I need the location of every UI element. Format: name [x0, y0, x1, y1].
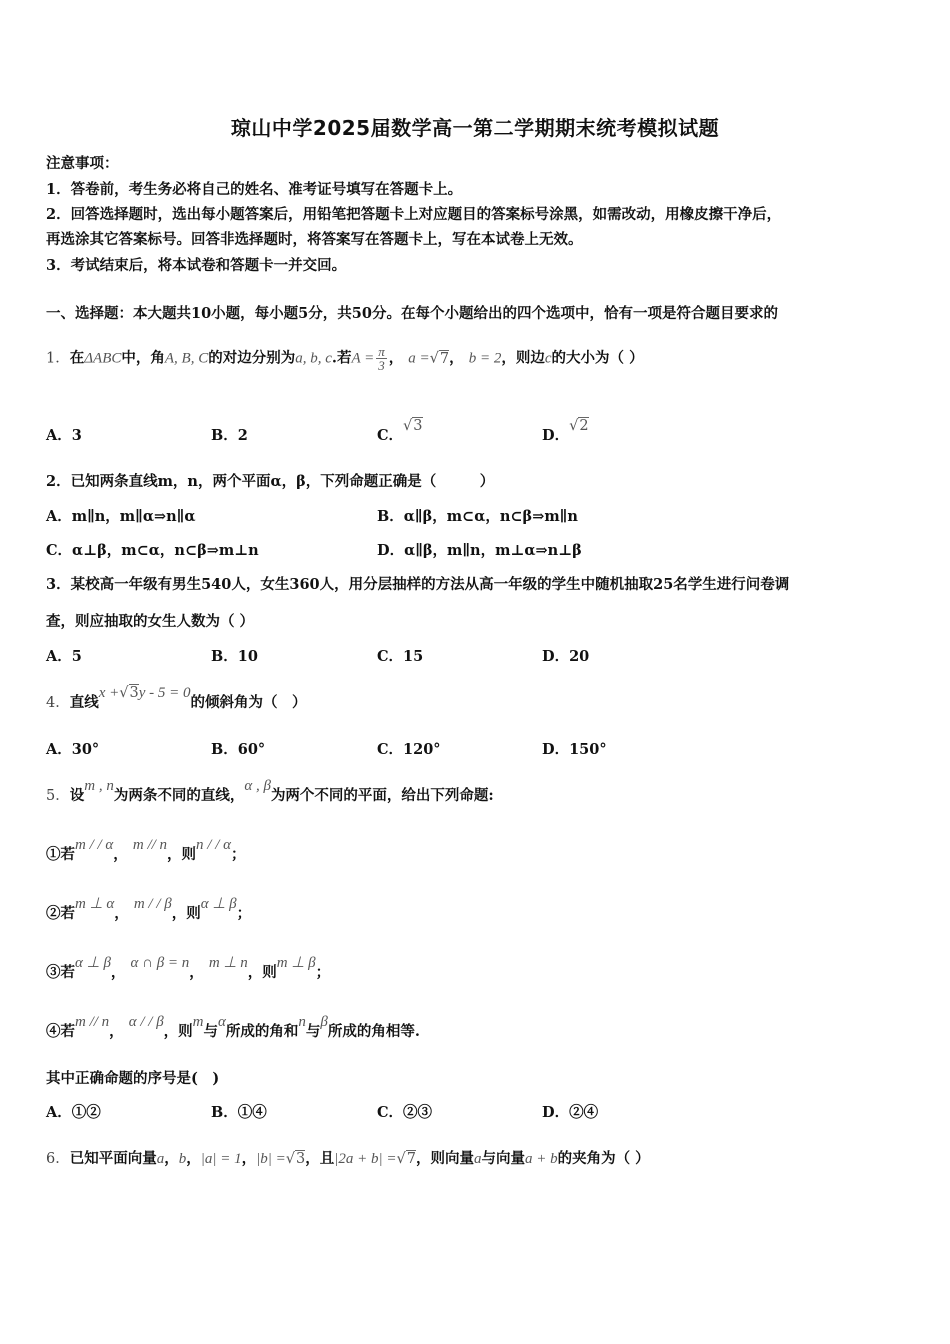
- q5-proposition-2: ②若m ⊥ α， m / / β，则α ⊥ β；: [46, 896, 252, 922]
- q3-option-c: C．15: [377, 648, 424, 665]
- q1-eq-A: A =: [351, 350, 375, 367]
- q5-proposition-4: ④若m // n， α / / β，则m与α所成的角和n与β所成的角相等.: [46, 1014, 420, 1040]
- q6-abs-2a-plus-b: |2a + b| =: [334, 1151, 397, 1167]
- q5-option-c: C．②③: [377, 1104, 433, 1121]
- q5-option-a: A．①②: [46, 1104, 101, 1121]
- q5-option-d: D．②④: [542, 1104, 599, 1121]
- q5-text: 设: [69, 787, 85, 804]
- q5-text: 为两条不同的直线，: [113, 787, 245, 804]
- q5-text: 为两个不同的平面，给出下列命题:: [270, 787, 494, 804]
- q1-triangle: ΔABC: [84, 350, 122, 367]
- q6-text: 与向量: [481, 1150, 525, 1167]
- q1-option-a: A．3: [46, 427, 82, 444]
- notice-item-2b: 再选涂其它答案标号。回答非选择题时，将答案写在答题卡上，写在本试卷上无效。: [46, 231, 583, 248]
- q2-option-c: C．α⊥β，m⊂α，n⊂β⇒m⊥n: [46, 542, 259, 559]
- q3-option-d: D．20: [542, 648, 590, 665]
- q6-abs-b: |b| =: [256, 1151, 286, 1167]
- q1-sqrt3: √3: [403, 418, 423, 434]
- q6-text: 已知平面向量: [69, 1150, 157, 1167]
- q6-number: 6．: [46, 1151, 70, 1167]
- q1-sqrt7: √7: [429, 350, 450, 367]
- q1-sep: ，: [388, 349, 404, 367]
- question-1-stem: [46, 345, 644, 372]
- question-4-stem: [46, 685, 307, 712]
- q4-eq-part2: y - 5 = 0: [138, 685, 191, 701]
- q5-proposition-3: ③若α ⊥ β， α ∩ β = n， m ⊥ n，则m ⊥ β；: [46, 955, 331, 981]
- q4-option-a: A．30°: [46, 741, 100, 758]
- q2-option-b: B．α∥β，m⊂α，n⊂β⇒m∥n: [377, 508, 578, 525]
- q1-option-d: D．√2: [542, 418, 589, 444]
- q2-option-d: D．α∥β，m∥n，m⊥α⇒n⊥β: [377, 542, 582, 559]
- q6-sqrt3: √3: [285, 1151, 306, 1167]
- question-3-stem-2: 查，则应抽取的女生人数为（ ）: [46, 613, 255, 630]
- q1-angles: A, B, C: [164, 350, 209, 367]
- q1-option-b: B．2: [211, 427, 248, 444]
- question-3-stem-1: 3．某校高一年级有男生540人，女生360人，用分层抽样的方法从高一年级的学生中随机抽取25名学生进行问卷调: [46, 576, 790, 593]
- q4-sqrt3: √3: [119, 685, 139, 701]
- q5-planes: α , β: [244, 778, 271, 794]
- notice-heading: 注意事项：: [46, 155, 119, 172]
- notice-item-2a: 2．回答选择题时，选出每小题答案后，用铅笔把答题卡上对应题目的答案标号涂黑，如需改动，用橡皮擦干净后，: [46, 206, 782, 223]
- q1-sep: ，: [449, 349, 464, 367]
- q1-text: 的对边分别为: [208, 349, 296, 367]
- q5-lines: m , n: [84, 778, 114, 794]
- q6-text: ，则向量: [415, 1150, 474, 1167]
- q4-option-c: C．120°: [377, 741, 441, 758]
- q4-text: 直线: [69, 694, 99, 711]
- q3-option-a: A．5: [46, 648, 82, 665]
- q5-number: 5．: [46, 788, 70, 804]
- q1-frac-top: π: [378, 344, 385, 359]
- q4-eq-part1: x +: [98, 685, 120, 701]
- question-2-stem: 2．已知两条直线m，n，两个平面α，β，下列命题正确是（ ）: [46, 473, 495, 490]
- q1-option-c: C．√3: [377, 418, 423, 444]
- q4-text: 的倾斜角为（ ）: [190, 694, 307, 711]
- q6-text: ，且: [305, 1150, 335, 1167]
- q1-eq-b: b = 2: [468, 350, 502, 367]
- q3-option-b: B．10: [211, 648, 258, 665]
- q6-text: 的夹角为（ ）: [557, 1150, 650, 1167]
- q2-option-a: A．m∥n，m∥α⇒n∥α: [46, 508, 196, 525]
- q4-option-b: B．60°: [211, 741, 266, 758]
- q1-text: .若: [331, 349, 352, 367]
- q6-sqrt7: √7: [396, 1151, 416, 1167]
- q1-eq-a: a =: [408, 350, 430, 367]
- q6-abs-a: |a| = 1: [200, 1151, 242, 1167]
- q4-number: 4．: [46, 695, 70, 711]
- q1-frac-bottom: 3: [378, 358, 385, 373]
- q1-fraction: [376, 345, 387, 372]
- notice-item-1: 1．答卷前，考生务必将自己的姓名、准考证号填写在答题卡上。: [46, 181, 463, 198]
- q1-c: c: [544, 350, 552, 367]
- question-6-stem: 6．已知平面向量a，b，|a| = 1，|b| =√3，且|2a + b| =√7，则向量a与向量a + b的夹角为（ ）: [46, 1150, 650, 1167]
- q1-sides: a, b, c: [295, 350, 332, 367]
- q6-vec-b: b: [178, 1151, 187, 1167]
- q1-text: 中，角: [121, 349, 165, 367]
- q5-proposition-1: ①若m / / α， m // n，则n / / α；: [46, 837, 246, 863]
- q6-vec-a: a: [156, 1151, 165, 1167]
- q6-a-plus-b: a + b: [524, 1151, 558, 1167]
- q5-option-b: B．①④: [211, 1104, 267, 1121]
- q1-text: 在: [69, 349, 85, 367]
- section-heading: 一、选择题：本大题共10小题，每小题5分，共50分。在每个小题给出的四个选项中，恰有一项是符合题目要求的: [46, 305, 778, 322]
- q5-question: 其中正确命题的序号是( ): [46, 1070, 220, 1087]
- q6-vec-a-2: a: [473, 1151, 482, 1167]
- question-5-stem: [46, 778, 494, 805]
- page-title: 琼山中学2025届数学高一第二学期期末统考模拟试题: [230, 116, 720, 140]
- q1-text: ，则边: [501, 349, 545, 367]
- notice-item-3: 3．考试结束后，将本试卷和答题卡一并交回。: [46, 257, 347, 274]
- q1-text: 的大小为（ ）: [551, 349, 644, 367]
- q1-sqrt2: √2: [569, 418, 589, 434]
- q1-number: 1．: [46, 350, 70, 367]
- q4-option-d: D．150°: [542, 741, 607, 758]
